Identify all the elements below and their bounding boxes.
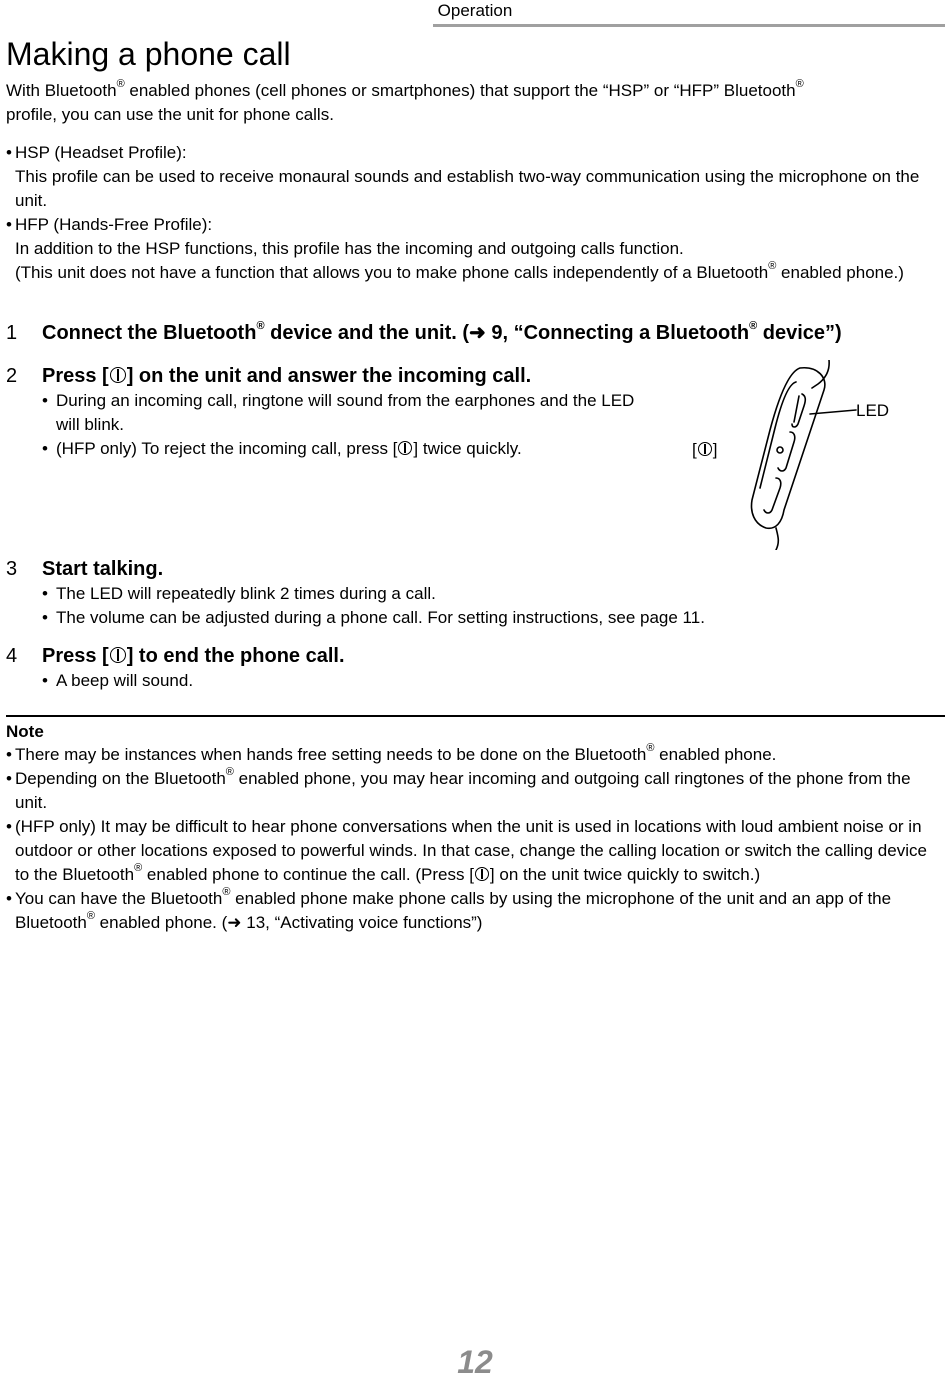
step-1-number: 1 [6, 322, 18, 344]
profile-hsp: • HSP (Headset Profile): This profile can be used to receive monaural sounds and establish two-way communication using the microphone on the unit. [6, 143, 920, 210]
step-2-number: 2 [6, 365, 18, 387]
step-3-item: • The LED will repeatedly blink 2 times during a call. [42, 584, 436, 603]
step-4-title: Press [ ] to end the phone call. [42, 645, 345, 667]
step-2-item: • (HFP only) To reject the incoming call, press [ ] twice quickly. [42, 439, 522, 458]
power-button-icon [110, 367, 126, 383]
profile-hfp: • HFP (Hands-Free Profile): In addition to the HSP functions, this profile has the incoming and outgoing calls function. (This unit does not have a function that allows you to make phone calls independently of a Bluetooth® enabled phone.) [6, 215, 904, 282]
power-button-icon [475, 867, 489, 881]
step-3-item: • The volume can be adjusted during a phone call. For setting instructions, see page 11. [42, 608, 705, 627]
led-indicator [777, 447, 783, 453]
power-button-label: [ ] [692, 440, 718, 459]
note-item: • There may be instances when hands free setting needs to be done on the Bluetooth® enabled phone. [6, 742, 777, 764]
step-1-title: Connect the Bluetooth® device and the unit. (➜ 9, “Connecting a Bluetooth® device”) [42, 320, 842, 344]
step-4-item: • A beep will sound. [42, 671, 194, 690]
step-2-title: Press [ ] on the unit and answer the incoming call. [42, 365, 532, 387]
step-3-number: 3 [6, 558, 18, 580]
remote-body [752, 368, 825, 529]
note-heading: Note [6, 722, 44, 741]
step-3-title: Start talking. [42, 558, 164, 580]
power-button-icon [698, 442, 712, 456]
page-number: 12 [457, 1344, 493, 1380]
note-item: • (HFP only) It may be difficult to hear phone conversations when the unit is used in locations with loud ambient noise or in outdoor or other locations exposed to powerful winds. In that case, change the calling location or switch the calling device to the Bluetooth® enabled phone to continue the call. (Press [ ] on the unit twice quickly to switch.) [6, 817, 927, 884]
button-up [794, 396, 799, 422]
note-item: • You can have the Bluetooth® enabled phone make phone calls by using the microphone of the unit and an app of the Bluetooth® enabled phone. (➜ 13, “Activating voice functions”) [6, 886, 892, 932]
step-4-number: 4 [6, 645, 18, 667]
note-item: • Depending on the Bluetooth® enabled phone, you may hear incoming and outgoing call ringtones of the phone from the unit. [6, 766, 911, 812]
led-label: LED [856, 401, 890, 420]
intro-paragraph: With Bluetooth® enabled phones (cell phones or smartphones) that support the “HSP” or “HFP” Bluetooth® profile, you can use the unit for phone calls. [6, 78, 804, 124]
step-2-item: • During an incoming call, ringtone will sound from the earphones and the LED will blink. [42, 391, 635, 434]
note-divider [6, 715, 945, 717]
header-rule [433, 24, 945, 27]
power-button-shape [778, 432, 795, 471]
power-button-icon [110, 647, 126, 663]
remote-edge [760, 382, 796, 488]
page-title: Making a phone call [6, 36, 291, 72]
cable-bottom [776, 528, 778, 550]
button-down [764, 478, 781, 513]
section-label: Operation [437, 1, 513, 20]
power-button-icon [398, 441, 412, 455]
